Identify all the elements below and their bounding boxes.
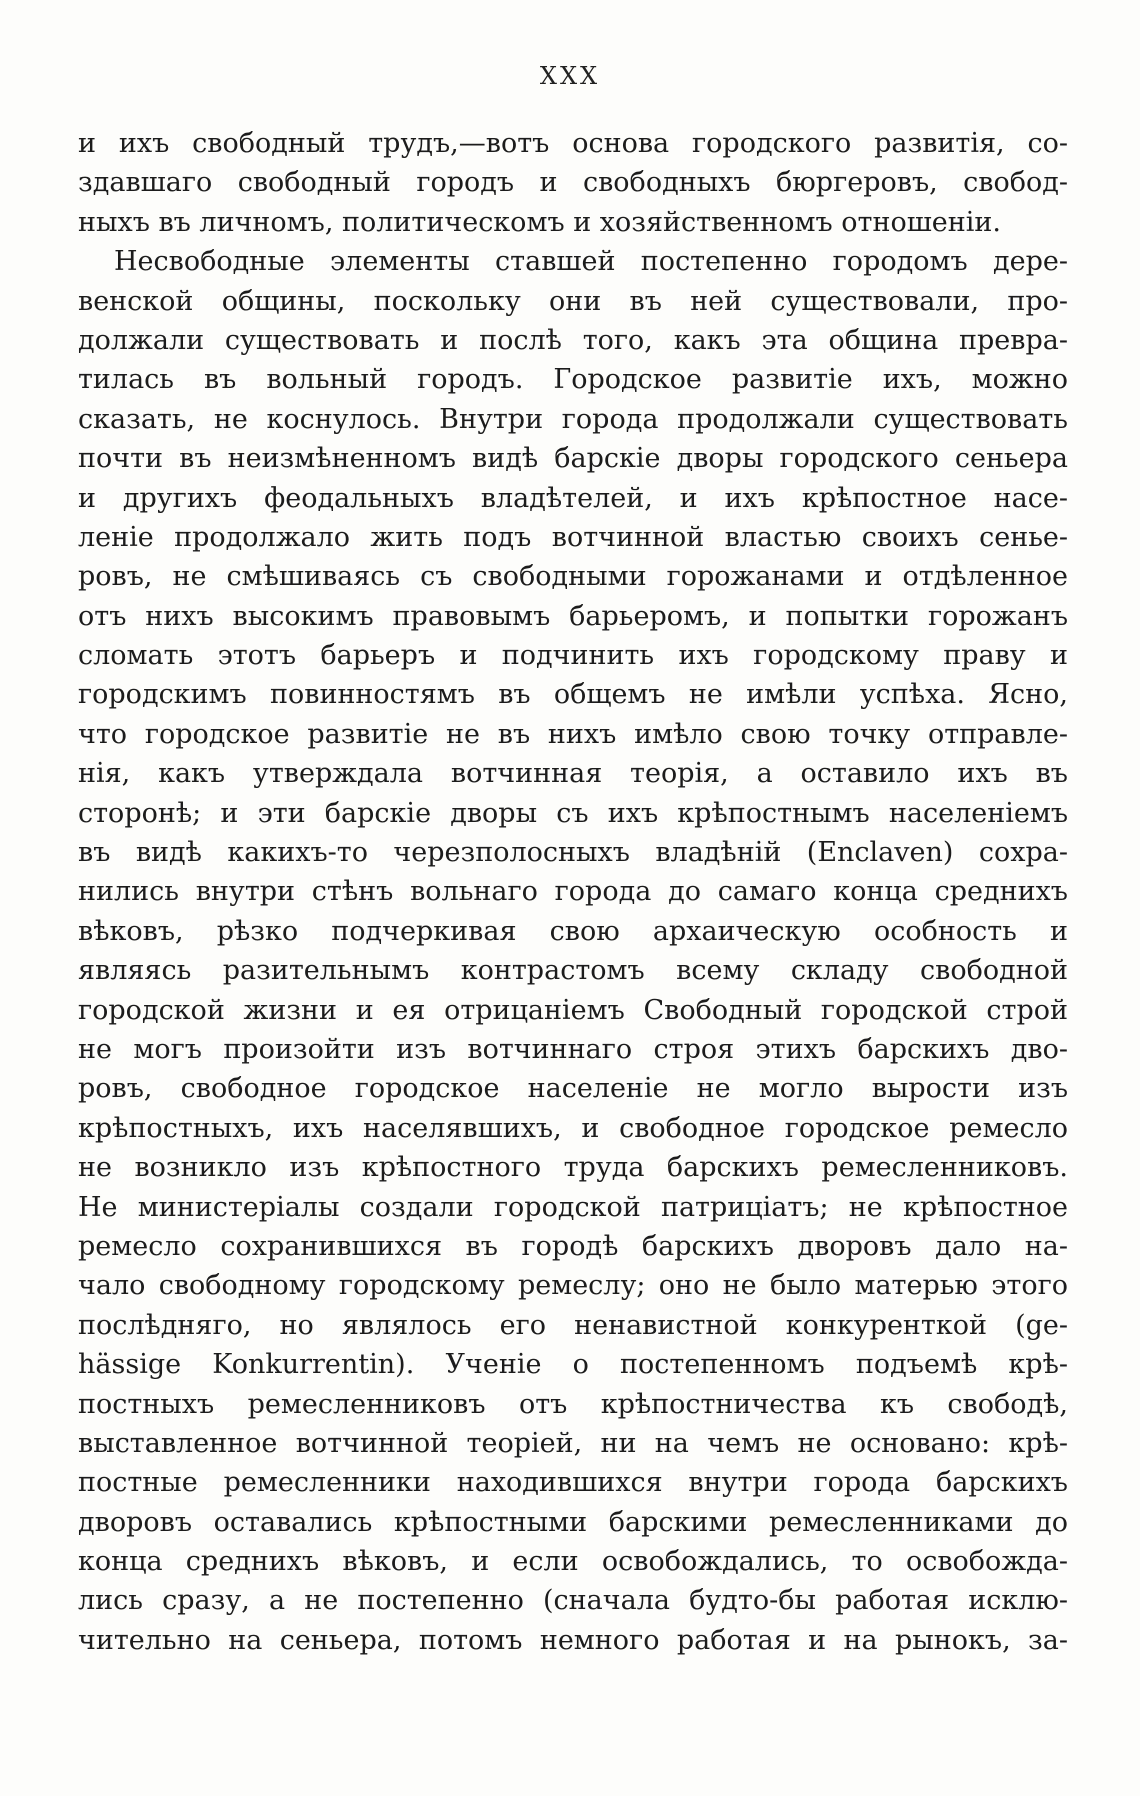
text-line: Несвободные элементы ставшей постепенно городомъ дере- <box>114 246 1068 278</box>
text-line: конца среднихъ вѣковъ, и если освобождались, то освобожда- <box>78 1546 1068 1578</box>
text-line: крѣпостныхъ, ихъ населявшихъ, и свободное городское ремесло <box>78 1112 1068 1144</box>
text-line: въ видѣ какихъ-то черезполосныхъ владѣній (Enclaven) сохра- <box>78 837 1068 869</box>
text-line: выставленное вотчинной теоріей, ни на чемъ не основано: крѣ- <box>78 1427 1068 1459</box>
text-line: нились внутри стѣнъ вольнаго города до самаго конца среднихъ <box>78 876 1068 908</box>
text-line: городской жизни и ея отрицаніемъ Свободный городской строй <box>78 994 1068 1026</box>
text-line: ровъ, не смѣшиваясь съ свободными горожанами и отдѣленное <box>78 561 1068 593</box>
text-line: должали существовать и послѣ того, какъ эта община превра- <box>78 324 1068 356</box>
text-line: не могъ произойти изъ вотчиннаго строя этихъ барскихъ дво- <box>78 1033 1068 1065</box>
text-line: тилась въ вольный городъ. Городское развитіе ихъ, можно <box>78 364 1068 396</box>
text-line: сломать этотъ барьеръ и подчинить ихъ городскому праву и <box>78 640 1068 672</box>
text-line: сказать, не коснулось. Внутри города продолжали существовать <box>78 403 1068 435</box>
text-line: чительно на сеньера, потомъ немного работая и на рынокъ, за- <box>78 1624 1068 1656</box>
text-line: являясь разительнымъ контрастомъ всему складу свободной <box>78 955 1068 987</box>
text-line: ныхъ въ личномъ, политическомъ и хозяйственномъ отношеніи. <box>78 206 1001 238</box>
text-line: нія, какъ утверждала вотчинная теорія, а оставило ихъ въ <box>78 758 1068 790</box>
text-line: послѣдняго, но являлось его ненавистной конкуренткой (ge- <box>78 1309 1068 1341</box>
text-line: почти въ неизмѣненномъ видѣ барскіе дворы городского сеньера <box>78 443 1068 475</box>
text-line: и другихъ феодальныхъ владѣтелей, и ихъ крѣпостное насе- <box>78 482 1068 514</box>
text-line: не возникло изъ крѣпостного труда барскихъ ремесленниковъ. <box>78 1152 1068 1184</box>
text-line: здавшаго свободный городъ и свободныхъ бюргеровъ, свобод- <box>78 167 1068 199</box>
text-line: леніе продолжало жить подъ вотчинной властью своихъ сенье- <box>78 521 1068 553</box>
text-line: hässige Konkurrentin). Ученіе о постепенномъ подъемѣ крѣ- <box>78 1349 1068 1381</box>
text-line: венской общины, поскольку они въ ней существовали, про- <box>78 285 1068 317</box>
text-line: отъ нихъ высокимъ правовымъ барьеромъ, и попытки горожанъ <box>78 600 1068 632</box>
body-text <box>78 124 1068 1660</box>
text-line: дворовъ оставались крѣпостными барскими ремесленниками до <box>78 1506 1068 1538</box>
text-line: Не министеріалы создали городской патриціатъ; не крѣпостное <box>78 1191 1068 1223</box>
text-line: вѣковъ, рѣзко подчеркивая свою архаическую особность и <box>78 915 1068 947</box>
text-line: лись сразу, а не постепенно (сначала будто-бы работая исклю- <box>78 1585 1068 1617</box>
text-line: постные ремесленники находившихся внутри города барскихъ <box>78 1467 1068 1499</box>
text-line: городскимъ повинностямъ въ общемъ не имѣли успѣха. Ясно, <box>78 679 1068 711</box>
text-line: ремесло сохранившихся въ городѣ барскихъ дворовъ дало на- <box>78 1230 1068 1262</box>
text-line: постныхъ ремесленниковъ отъ крѣпостничества къ свободѣ, <box>78 1388 1068 1420</box>
text-line: и ихъ свободный трудъ,—вотъ основа городского развитія, со- <box>78 128 1068 159</box>
page-number: XXX <box>539 62 601 90</box>
text-line: что городское развитіе не въ нихъ имѣло свою точку отправле- <box>78 718 1068 750</box>
text-line: ровъ, свободное городское населеніе не могло вырости изъ <box>78 1073 1068 1105</box>
text-line: сторонѣ; и эти барскіе дворы съ ихъ крѣпостнымъ населеніемъ <box>78 797 1068 829</box>
text-line: чало свободному городскому ремеслу; оно не было матерью этого <box>78 1270 1068 1302</box>
